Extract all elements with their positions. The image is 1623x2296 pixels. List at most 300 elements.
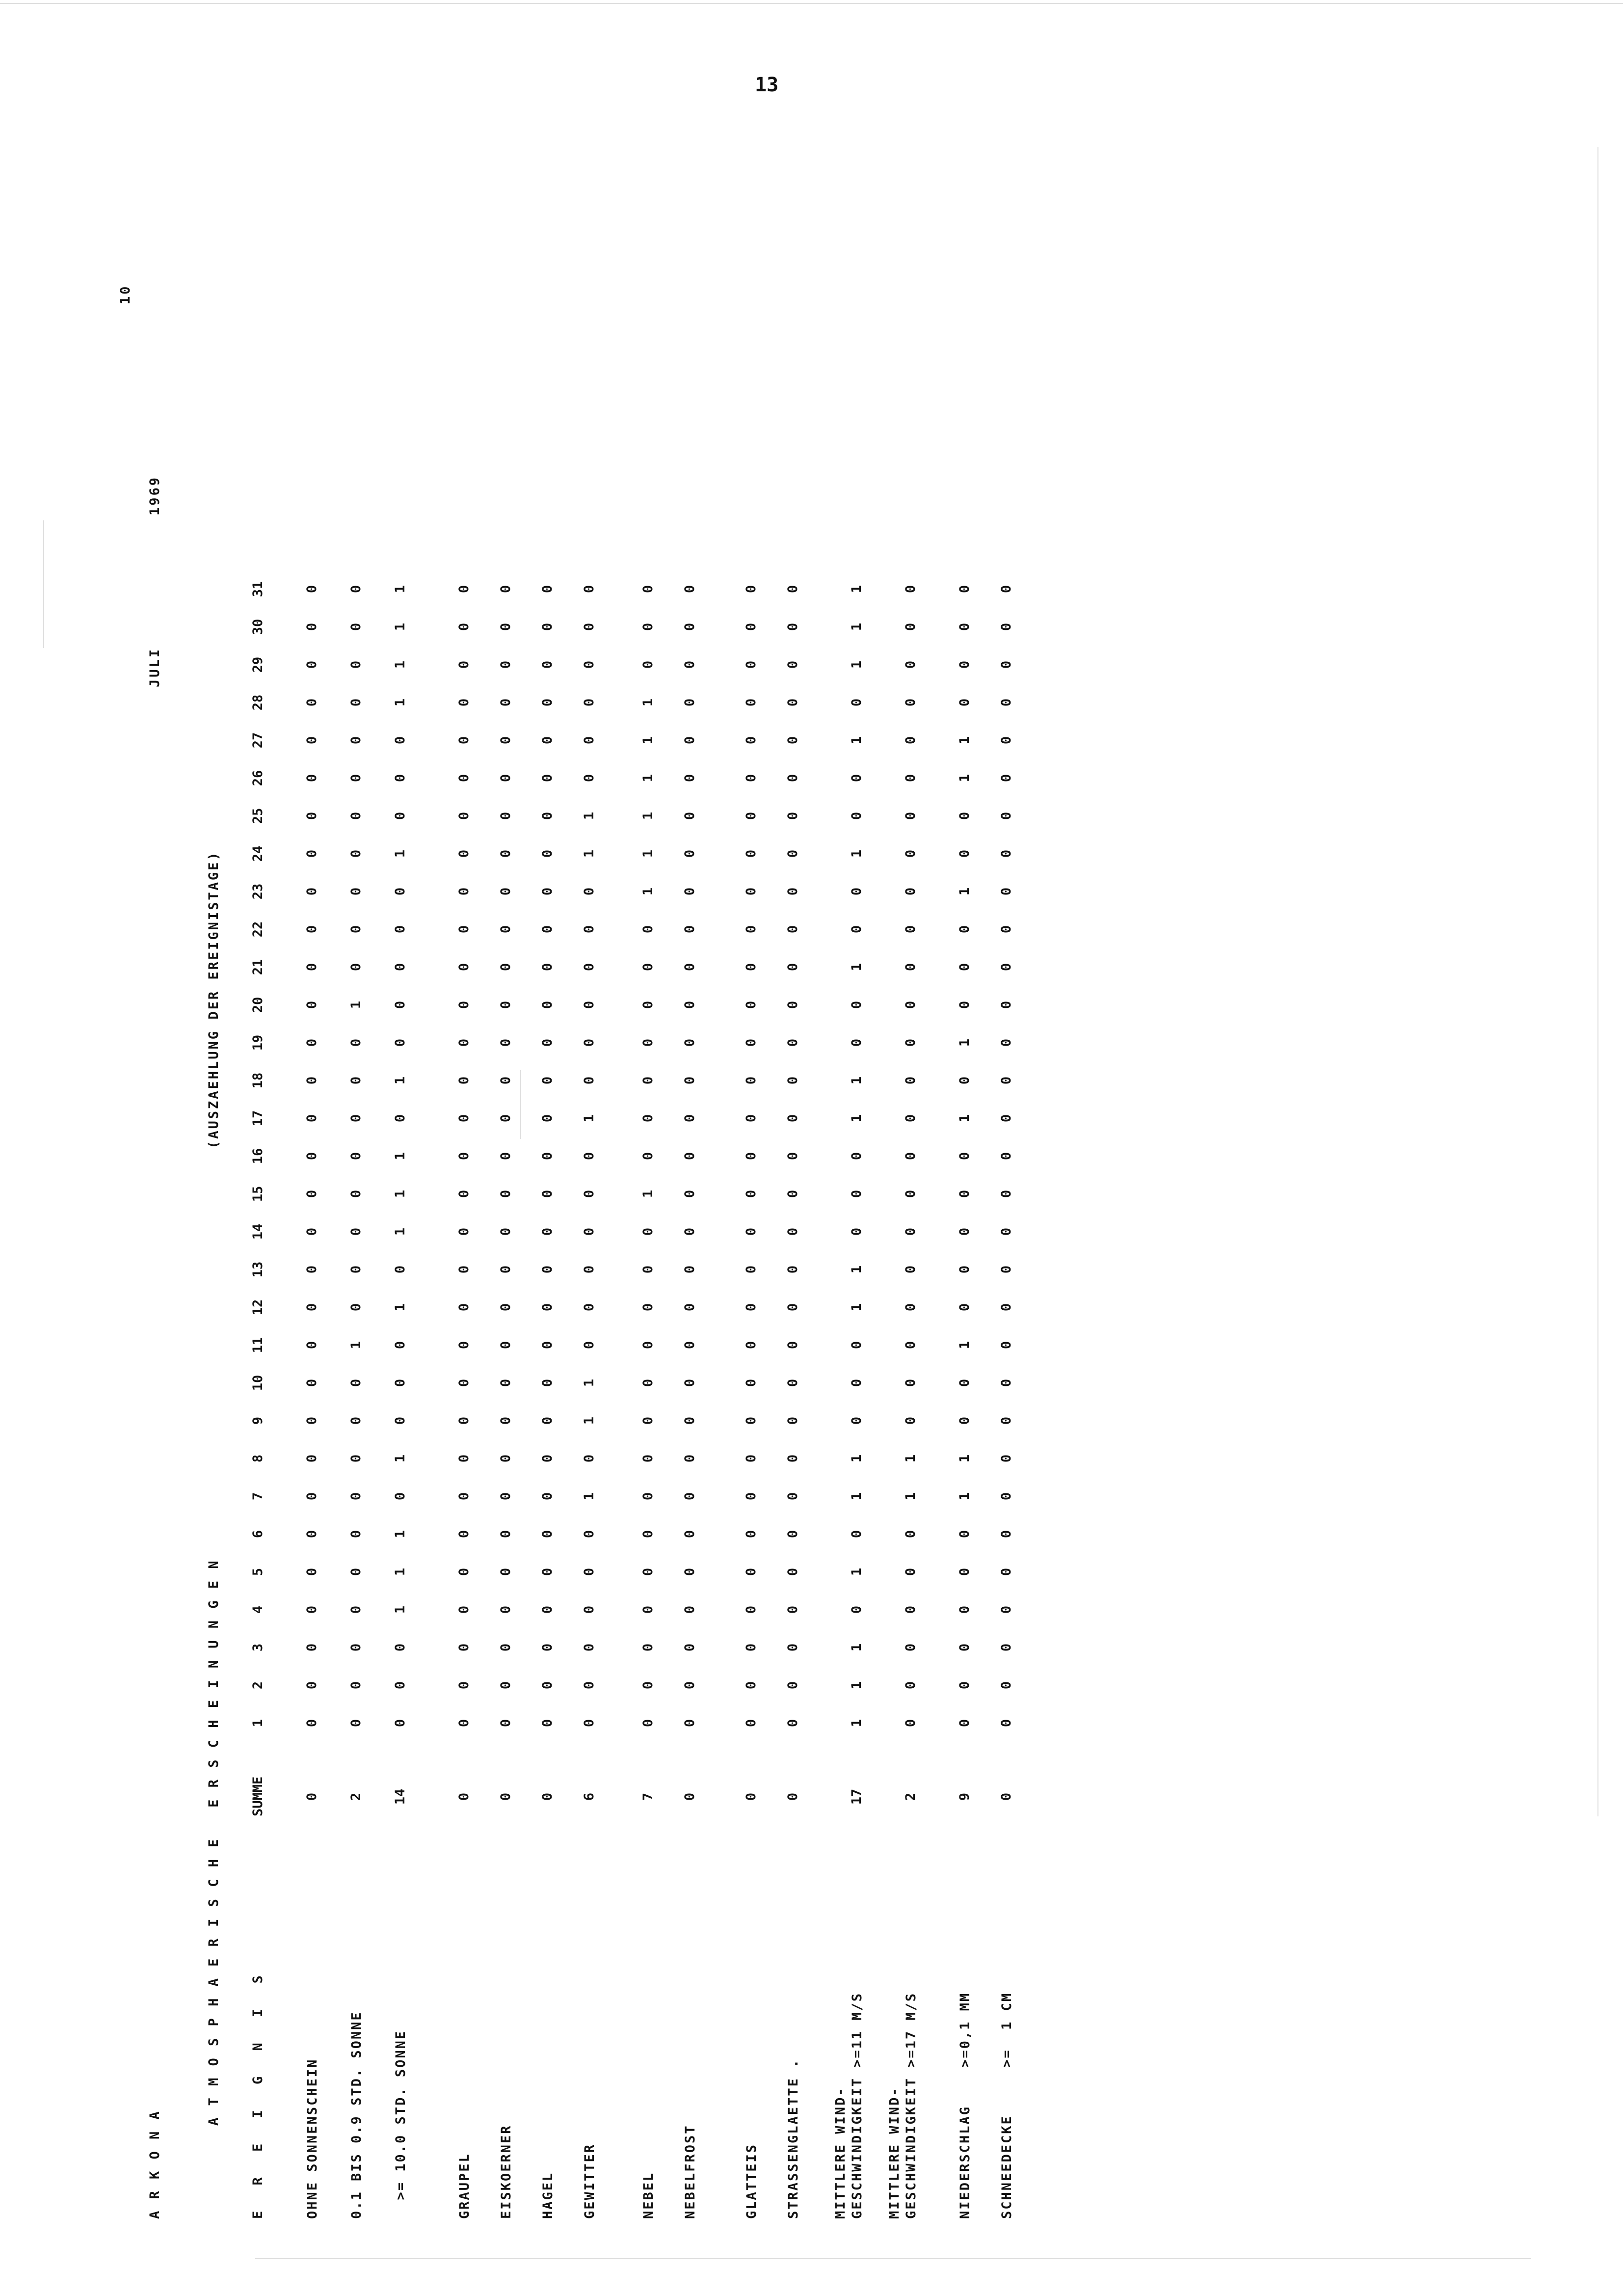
- day-value: 0: [744, 1681, 759, 1690]
- event-sum: 0: [682, 1792, 697, 1801]
- day-value: 0: [903, 622, 918, 631]
- day-value: 0: [744, 925, 759, 934]
- day-value: 0: [456, 1189, 472, 1198]
- day-value: 0: [849, 1152, 864, 1161]
- day-value: 0: [682, 887, 697, 896]
- day-value: 1: [640, 887, 656, 896]
- day-value: 0: [582, 1681, 597, 1690]
- day-value: 0: [903, 1605, 918, 1614]
- day-value: 0: [498, 736, 513, 745]
- day-value: 1: [849, 1567, 864, 1576]
- day-value: 0: [999, 1265, 1014, 1274]
- day-value: 0: [999, 1454, 1014, 1463]
- day-value: 0: [903, 1416, 918, 1425]
- day-header: 24: [250, 845, 266, 862]
- day-value: 0: [744, 1303, 759, 1312]
- day-value: 0: [999, 1303, 1014, 1312]
- day-value: 0: [348, 1605, 364, 1614]
- day-value: 0: [785, 811, 800, 820]
- day-value: 0: [744, 1567, 759, 1576]
- day-header: 13: [250, 1261, 266, 1278]
- day-value: 1: [348, 1000, 364, 1009]
- day-value: 1: [957, 736, 972, 745]
- day-value: 0: [582, 1530, 597, 1539]
- day-value: 0: [903, 1530, 918, 1539]
- day-value: 0: [348, 887, 364, 896]
- day-value: 0: [540, 963, 555, 972]
- day-value: 0: [682, 774, 697, 783]
- day-value: 0: [393, 963, 408, 972]
- day-header: 9: [250, 1416, 266, 1425]
- day-value: 0: [999, 811, 1014, 820]
- day-value: 0: [744, 1227, 759, 1236]
- day-value: 1: [849, 1265, 864, 1274]
- day-value: 0: [456, 1000, 472, 1009]
- event-sum: 17: [849, 1788, 864, 1805]
- day-value: 0: [744, 1454, 759, 1463]
- day-header: 5: [250, 1567, 266, 1576]
- day-value: 0: [456, 925, 472, 934]
- day-value: 0: [682, 811, 697, 820]
- day-value: 1: [849, 1681, 864, 1690]
- day-value: 0: [304, 1605, 319, 1614]
- day-value: 0: [999, 1643, 1014, 1652]
- day-value: 1: [393, 1567, 408, 1576]
- day-value: 0: [540, 1189, 555, 1198]
- day-value: 0: [903, 1189, 918, 1198]
- day-value: 0: [785, 925, 800, 934]
- day-value: 0: [540, 1454, 555, 1463]
- day-value: 0: [682, 1000, 697, 1009]
- day-value: 0: [744, 887, 759, 896]
- table-subtitle: (AUSZAEHLUNG DER EREIGNISTAGE): [206, 850, 221, 1149]
- day-value: 0: [903, 1265, 918, 1274]
- day-value: 0: [849, 1227, 864, 1236]
- rotated-table: [118, 206, 1423, 2219]
- day-value: 0: [393, 1114, 408, 1123]
- day-value: 1: [640, 1189, 656, 1198]
- day-value: 0: [957, 698, 972, 707]
- day-value: 0: [682, 1303, 697, 1312]
- day-header: 22: [250, 921, 266, 938]
- day-value: 0: [348, 1416, 364, 1425]
- day-value: 0: [903, 774, 918, 783]
- day-value: 0: [640, 1152, 656, 1161]
- day-value: 0: [304, 1719, 319, 1728]
- day-value: 0: [744, 811, 759, 820]
- station-name: A R K O N A: [147, 2109, 162, 2219]
- day-value: 0: [498, 849, 513, 858]
- day-value: 0: [540, 811, 555, 820]
- day-value: 1: [849, 585, 864, 594]
- day-value: 0: [456, 1530, 472, 1539]
- day-value: 0: [682, 1605, 697, 1614]
- day-value: 0: [304, 1152, 319, 1161]
- day-value: 0: [903, 1643, 918, 1652]
- day-value: 0: [540, 1341, 555, 1350]
- day-header: 10: [250, 1375, 266, 1391]
- day-value: 0: [744, 963, 759, 972]
- day-value: 0: [999, 1000, 1014, 1009]
- day-value: 1: [393, 1454, 408, 1463]
- day-value: 0: [582, 1303, 597, 1312]
- day-value: 1: [582, 1416, 597, 1425]
- day-value: 0: [999, 1605, 1014, 1614]
- day-value: 0: [498, 1719, 513, 1728]
- day-value: 0: [957, 1643, 972, 1652]
- day-value: 1: [849, 1114, 864, 1123]
- day-value: 0: [348, 1152, 364, 1161]
- day-value: 0: [640, 1530, 656, 1539]
- day-value: 0: [785, 1303, 800, 1312]
- day-value: 0: [999, 1114, 1014, 1123]
- day-value: 0: [640, 963, 656, 972]
- day-header: 11: [250, 1337, 266, 1353]
- day-value: 0: [582, 1265, 597, 1274]
- day-header: 3: [250, 1643, 266, 1652]
- day-value: 0: [582, 1454, 597, 1463]
- day-value: 0: [785, 1000, 800, 1009]
- day-value: 0: [744, 1719, 759, 1728]
- day-value: 0: [348, 698, 364, 707]
- day-value: 0: [582, 1152, 597, 1161]
- day-value: 0: [849, 887, 864, 896]
- day-value: 0: [348, 925, 364, 934]
- day-value: 0: [540, 1378, 555, 1387]
- day-value: 0: [393, 1492, 408, 1501]
- day-header: 30: [250, 619, 266, 635]
- day-value: 0: [456, 963, 472, 972]
- day-value: 0: [682, 1341, 697, 1350]
- day-value: 0: [348, 774, 364, 783]
- day-value: 0: [682, 585, 697, 594]
- day-value: 1: [582, 1114, 597, 1123]
- day-value: 1: [640, 736, 656, 745]
- day-value: 0: [682, 1038, 697, 1047]
- day-value: 0: [498, 925, 513, 934]
- day-value: 0: [999, 963, 1014, 972]
- day-value: 0: [957, 925, 972, 934]
- day-value: 0: [785, 1378, 800, 1387]
- day-value: 0: [785, 736, 800, 745]
- day-value: 0: [348, 1265, 364, 1274]
- day-value: 0: [682, 849, 697, 858]
- day-value: 0: [785, 1341, 800, 1350]
- day-value: 0: [540, 1719, 555, 1728]
- day-value: 1: [640, 774, 656, 783]
- day-value: 0: [785, 1530, 800, 1539]
- event-label: STRASSENGLAETTE .: [786, 2058, 801, 2219]
- day-value: 0: [498, 1681, 513, 1690]
- day-value: 0: [498, 1530, 513, 1539]
- event-label: GLATTEIS: [744, 2143, 759, 2219]
- day-value: 0: [785, 1643, 800, 1652]
- day-value: 0: [498, 1265, 513, 1274]
- day-value: 1: [849, 1719, 864, 1728]
- day-value: 0: [744, 1643, 759, 1652]
- event-sum: 0: [540, 1792, 555, 1801]
- day-value: 0: [540, 1038, 555, 1047]
- day-value: 0: [640, 1719, 656, 1728]
- day-value: 0: [785, 887, 800, 896]
- day-value: 0: [957, 849, 972, 858]
- day-value: 0: [498, 1605, 513, 1614]
- day-value: 0: [785, 774, 800, 783]
- scan-edge-bottom: [255, 2258, 1531, 2259]
- day-value: 1: [849, 660, 864, 669]
- day-value: 0: [456, 1114, 472, 1123]
- day-value: 0: [582, 1227, 597, 1236]
- day-value: 0: [456, 1643, 472, 1652]
- day-value: 0: [849, 1189, 864, 1198]
- day-value: 0: [682, 963, 697, 972]
- day-value: 0: [903, 1378, 918, 1387]
- day-value: 0: [999, 774, 1014, 783]
- day-value: 1: [393, 698, 408, 707]
- day-value: 0: [785, 849, 800, 858]
- day-value: 0: [957, 1303, 972, 1312]
- day-value: 0: [744, 1492, 759, 1501]
- day-value: 1: [849, 1076, 864, 1085]
- day-value: 0: [785, 1492, 800, 1501]
- day-value: 0: [582, 1605, 597, 1614]
- day-value: 0: [393, 1719, 408, 1728]
- day-value: 0: [640, 1038, 656, 1047]
- event-label: MITTLERE WIND- GESCHWINDIGKEIT >=11 M/S: [833, 1992, 865, 2219]
- day-value: 0: [682, 736, 697, 745]
- day-value: 0: [304, 1000, 319, 1009]
- day-value: 0: [348, 811, 364, 820]
- day-value: 0: [456, 811, 472, 820]
- day-value: 0: [785, 1567, 800, 1576]
- day-value: 0: [785, 1265, 800, 1274]
- day-value: 0: [957, 1416, 972, 1425]
- day-value: 0: [849, 1416, 864, 1425]
- day-value: 0: [304, 1530, 319, 1539]
- day-value: 0: [456, 1303, 472, 1312]
- day-value: 0: [304, 1114, 319, 1123]
- day-value: 0: [540, 698, 555, 707]
- day-value: 0: [456, 1152, 472, 1161]
- day-value: 0: [393, 1265, 408, 1274]
- day-value: 0: [540, 585, 555, 594]
- day-value: 0: [498, 1189, 513, 1198]
- day-value: 0: [498, 887, 513, 896]
- day-value: 1: [582, 1492, 597, 1501]
- day-value: 0: [682, 1530, 697, 1539]
- event-label: NEBEL: [641, 2171, 656, 2219]
- day-value: 0: [744, 660, 759, 669]
- day-value: 0: [744, 698, 759, 707]
- event-label: MITTLERE WIND- GESCHWINDIGKEIT >=17 M/S: [887, 1992, 919, 2219]
- day-value: 0: [849, 811, 864, 820]
- day-value: 0: [498, 585, 513, 594]
- day-value: 1: [393, 1152, 408, 1161]
- day-value: 0: [540, 1000, 555, 1009]
- day-value: 0: [304, 811, 319, 820]
- day-value: 0: [999, 1189, 1014, 1198]
- day-value: 0: [957, 1265, 972, 1274]
- day-value: 0: [682, 1681, 697, 1690]
- day-value: 0: [682, 1152, 697, 1161]
- day-value: 0: [456, 1567, 472, 1576]
- day-value: 0: [348, 736, 364, 745]
- day-value: 0: [393, 1038, 408, 1047]
- day-value: 0: [682, 1265, 697, 1274]
- day-value: 1: [903, 1454, 918, 1463]
- day-value: 0: [348, 1567, 364, 1576]
- day-value: 0: [999, 1567, 1014, 1576]
- year: 1969: [147, 475, 162, 515]
- day-header: 21: [250, 959, 266, 975]
- day-value: 0: [682, 1227, 697, 1236]
- day-value: 0: [999, 698, 1014, 707]
- day-value: 0: [682, 1416, 697, 1425]
- day-value: 0: [540, 887, 555, 896]
- day-value: 0: [540, 1265, 555, 1274]
- day-value: 0: [540, 1076, 555, 1085]
- day-value: 0: [498, 1416, 513, 1425]
- day-value: 0: [456, 849, 472, 858]
- day-value: 0: [957, 1152, 972, 1161]
- day-value: 1: [640, 849, 656, 858]
- day-value: 0: [903, 660, 918, 669]
- day-value: 0: [903, 849, 918, 858]
- day-value: 0: [456, 1454, 472, 1463]
- day-value: 0: [304, 585, 319, 594]
- day-value: 0: [540, 1114, 555, 1123]
- event-label: OHNE SONNENSCHEIN: [305, 2058, 320, 2219]
- day-value: 0: [640, 1681, 656, 1690]
- day-value: 0: [582, 698, 597, 707]
- day-value: 0: [393, 1681, 408, 1690]
- day-value: 0: [903, 1567, 918, 1576]
- day-value: 0: [999, 925, 1014, 934]
- day-header: 27: [250, 732, 266, 749]
- day-value: 0: [957, 1378, 972, 1387]
- day-value: 1: [582, 849, 597, 858]
- day-value: 0: [540, 622, 555, 631]
- event-sum: 0: [498, 1792, 513, 1801]
- day-value: 0: [903, 1114, 918, 1123]
- day-value: 0: [957, 1530, 972, 1539]
- day-value: 0: [785, 1227, 800, 1236]
- day-value: 0: [304, 774, 319, 783]
- day-value: 0: [348, 1454, 364, 1463]
- day-value: 0: [957, 963, 972, 972]
- day-value: 0: [682, 1189, 697, 1198]
- day-value: 0: [582, 1000, 597, 1009]
- day-value: 0: [456, 1227, 472, 1236]
- day-value: 0: [348, 1038, 364, 1047]
- day-header: 12: [250, 1299, 266, 1316]
- day-value: 0: [304, 1341, 319, 1350]
- day-value: 0: [640, 1114, 656, 1123]
- day-value: 0: [640, 622, 656, 631]
- event-sum: 6: [582, 1792, 597, 1801]
- day-value: 0: [582, 1189, 597, 1198]
- day-value: 0: [682, 1567, 697, 1576]
- sum-column-header: SUMME: [250, 1776, 266, 1816]
- day-value: 0: [304, 1567, 319, 1576]
- day-value: 0: [903, 1152, 918, 1161]
- day-value: 0: [999, 1038, 1014, 1047]
- day-value: 0: [304, 1303, 319, 1312]
- day-value: 1: [957, 1454, 972, 1463]
- day-value: 0: [540, 1681, 555, 1690]
- day-value: 1: [849, 849, 864, 858]
- day-value: 1: [849, 963, 864, 972]
- day-value: 0: [456, 1378, 472, 1387]
- day-value: 0: [903, 736, 918, 745]
- day-value: 0: [849, 925, 864, 934]
- day-value: 0: [744, 1152, 759, 1161]
- day-header: 4: [250, 1605, 266, 1614]
- day-value: 0: [640, 585, 656, 594]
- day-header: 19: [250, 1034, 266, 1051]
- day-value: 0: [744, 1265, 759, 1274]
- day-value: 0: [498, 774, 513, 783]
- day-value: 1: [957, 1038, 972, 1047]
- day-value: 0: [498, 660, 513, 669]
- day-value: 1: [393, 1189, 408, 1198]
- day-value: 0: [456, 1265, 472, 1274]
- event-sum: 0: [456, 1792, 472, 1801]
- page-number: 13: [755, 74, 779, 96]
- day-header: 17: [250, 1110, 266, 1127]
- day-value: 0: [640, 1567, 656, 1576]
- day-value: 0: [348, 585, 364, 594]
- day-value: 0: [348, 963, 364, 972]
- day-header: 16: [250, 1148, 266, 1164]
- day-value: 0: [744, 1378, 759, 1387]
- day-value: 0: [304, 849, 319, 858]
- day-value: 0: [682, 1719, 697, 1728]
- day-value: 0: [498, 1227, 513, 1236]
- day-value: 0: [304, 1681, 319, 1690]
- day-value: 0: [498, 1038, 513, 1047]
- day-value: 0: [304, 1227, 319, 1236]
- sheet-number: 10: [118, 284, 133, 304]
- day-value: 1: [957, 1341, 972, 1350]
- scan-edge-right: [1597, 147, 1598, 1816]
- day-value: 0: [582, 887, 597, 896]
- day-value: 0: [744, 1038, 759, 1047]
- day-value: 0: [999, 1076, 1014, 1085]
- day-value: 0: [785, 660, 800, 669]
- day-value: 1: [849, 1492, 864, 1501]
- day-value: 0: [348, 622, 364, 631]
- day-value: 0: [304, 622, 319, 631]
- event-label: GEWITTER: [582, 2143, 597, 2219]
- day-value: 0: [348, 1643, 364, 1652]
- day-value: 0: [999, 1719, 1014, 1728]
- day-value: 0: [999, 849, 1014, 858]
- day-value: 0: [498, 1114, 513, 1123]
- day-value: 0: [393, 774, 408, 783]
- event-sum: 9: [957, 1792, 972, 1801]
- event-sum: 2: [903, 1792, 918, 1801]
- day-value: 0: [682, 1076, 697, 1085]
- day-value: 0: [903, 811, 918, 820]
- day-value: 0: [785, 1681, 800, 1690]
- day-value: 0: [849, 698, 864, 707]
- day-value: 1: [393, 660, 408, 669]
- day-header: 18: [250, 1072, 266, 1089]
- day-value: 0: [304, 1265, 319, 1274]
- day-value: 0: [640, 1454, 656, 1463]
- event-label: SCHNEEDECKE >= 1 CM: [999, 1992, 1014, 2219]
